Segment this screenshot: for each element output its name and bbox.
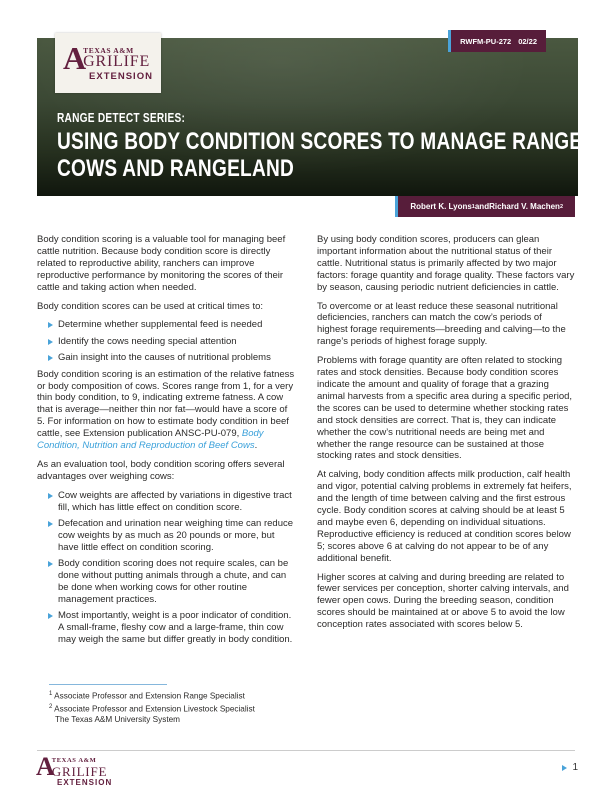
paragraph: Body condition scoring is a valuable tool for managing beef cattle nutrition. Because body condition score is directly related to reproductive ability, ranchers can improve reproductive performance by monitoring the scores of their cattle and taking action when needed. bbox=[37, 234, 286, 293]
publication-code: RWFM-PU-272 bbox=[460, 36, 512, 46]
agrilife-logo bbox=[63, 39, 153, 82]
bullet-item bbox=[37, 610, 295, 646]
title-line-1: USING BODY CONDITION SCORES TO MANAGE RANGE bbox=[57, 128, 583, 155]
bullet-arrow-icon bbox=[48, 521, 53, 527]
extension-text: EXTENSION bbox=[57, 777, 113, 787]
footnote-marker: 1 bbox=[49, 691, 53, 697]
bullet-arrow-icon bbox=[48, 493, 53, 499]
bullet-text: Body condition scoring does not require scales, can be done without putting animals through a chute, and can be done when working cows for other routine management practices. bbox=[58, 558, 289, 606]
page-title bbox=[57, 128, 612, 182]
paragraph: By using body condition scores, producers can glean important information about the nutritional status of their cattle. Nutritional status is primarily affected by two major factors: forage quantity and forage quality. These factors vary by season, causing periodic nutrient deficiencies in cattle. bbox=[317, 234, 575, 293]
bullet-item bbox=[37, 518, 295, 554]
header-banner bbox=[37, 36, 583, 196]
footnote-text: Associate Professor and Extension Range Specialist bbox=[54, 691, 245, 701]
bullet-item bbox=[37, 558, 295, 606]
bullet-item bbox=[37, 490, 295, 514]
paragraph: To overcome or at least reduce these seasonal nutritional deficiencies, ranchers can match the cow’s periods of highest forage requirements—breeding and calving—to the range’s periods of highest forage supply. bbox=[317, 300, 566, 348]
title-line-2: COWS AND RANGELAND bbox=[57, 155, 295, 182]
author-1-name: Robert K. Lyons bbox=[410, 202, 472, 211]
footer-logo bbox=[36, 752, 113, 787]
agrilife-text: GRILIFE bbox=[51, 763, 108, 779]
paragraph: Problems with forage quantity are often related to stocking rates and stock densities. Because body condition scores indicate the amount and quality of forage that a grazing animal harvests from a specific area during a specific period, the scores can be used to determine whether stocking rates and stock densities are correct. That is, they can indicate whether the cow’s nutritional needs are being met and whether the range resource can be sustained at those stocking rates and stock densities. bbox=[317, 355, 573, 462]
bullet-arrow-icon bbox=[48, 339, 53, 345]
texas-am-text: TEXAS A&M bbox=[51, 757, 97, 764]
footnote-item bbox=[49, 702, 255, 715]
affiliation-text: The Texas A&M University System bbox=[55, 715, 180, 725]
publication-link[interactable]: Body Condition, Nutrition and Reproduction of Beef Cows bbox=[37, 428, 264, 452]
bullet-text: Identify the cows needing special attention bbox=[58, 335, 237, 347]
footnote-rule bbox=[49, 684, 167, 685]
bullet-list bbox=[37, 319, 295, 364]
content-columns bbox=[37, 234, 575, 651]
bullet-text: Gain insight into the causes of nutritional problems bbox=[58, 352, 271, 364]
page-number-text: 1 bbox=[572, 762, 578, 773]
footnote-marker: 2 bbox=[49, 703, 53, 710]
bullet-text: Most importantly, weight is a poor indicator of condition. A small-frame, fleshy cow and a large-frame, thin cow may weigh the same but differ greatly in body condition. bbox=[58, 610, 293, 646]
footnotes-section bbox=[49, 684, 255, 725]
big-a-letter: A bbox=[63, 39, 87, 76]
bullet-item bbox=[37, 336, 295, 348]
bullet-text: Determine whether supplemental feed is needed bbox=[58, 319, 263, 331]
paragraph: Body condition scores can be used at critical times to: bbox=[37, 300, 264, 312]
author-2-name: Richard V. Machen bbox=[489, 202, 560, 211]
bullet-arrow-icon bbox=[48, 322, 53, 328]
bullet-arrow-icon bbox=[48, 613, 53, 619]
footer-rule bbox=[37, 750, 575, 751]
extension-text: EXTENSION bbox=[89, 70, 153, 82]
authors-connector: and bbox=[474, 202, 490, 211]
bullet-item bbox=[37, 319, 295, 331]
left-column bbox=[37, 234, 295, 651]
authors-badge: Robert K. Lyons 1 and Richard V. Machen 2 bbox=[395, 196, 575, 217]
page-number-arrow-icon bbox=[562, 765, 567, 771]
bullet-text: Cow weights are affected by variations in digestive tract fill, which has little effect on condition score. bbox=[58, 489, 292, 513]
bullet-item bbox=[37, 352, 295, 364]
agrilife-logo-box bbox=[55, 33, 161, 93]
paragraph: As an evaluation tool, body condition scoring offers several advantages over weighing cows: bbox=[37, 459, 285, 482]
paragraph: Higher scores at calving and during breeding are related to fewer services per conception, shorter calving intervals, and fewer open cows. During the breeding season, condition scores should be maintained at or above 5 to avoid the low conception rates associated with scores below 5. bbox=[317, 571, 569, 631]
bullet-text: Defecation and urination near weighing time can reduce cow weights by as much as 20 pounds or more, but have little effect on condition scoring. bbox=[58, 518, 294, 553]
agrilife-text: GRILIFE bbox=[83, 53, 151, 71]
bullet-arrow-icon bbox=[48, 355, 53, 361]
right-column bbox=[317, 234, 575, 651]
texas-am-text: TEXAS A&M bbox=[83, 45, 134, 55]
page-number bbox=[562, 762, 578, 773]
publication-code-badge bbox=[448, 30, 546, 52]
bullet-list bbox=[37, 490, 295, 646]
publication-date: 02/22 bbox=[518, 36, 537, 46]
footnote-item bbox=[49, 689, 255, 702]
paragraph: Body condition scoring is an estimation of the relative fatness or body composition of cows. Scores range from 1, for a very thin body condition, to 9, indicating extreme fatness. A cow that is average—neither thin nor fat—would have a score of 5. For information on how to estimate body condition in beef cattle, see Extension publication ANSC-PU-079, Body Condition, Nutrition and Reproduction of Beef Cows. bbox=[37, 368, 295, 452]
series-title: RANGE DETECT SERIES: bbox=[57, 110, 186, 125]
footnote-text: Associate Professor and Extension Livestock Specialist bbox=[54, 704, 255, 714]
bullet-arrow-icon bbox=[48, 561, 53, 567]
big-a-letter: A bbox=[36, 752, 55, 781]
paragraph: At calving, body condition affects milk production, calf health and vigor, potential calving problems in extremely fat heifers, and the length of time between calving and the first estrous cycle. Body condition scores at calving should be at least 5 and maybe even 6, depending on individual situations. Reproductive efficiency is reduced at condition scores below 5; scores above 6 at calving do not appear to be of any additional benefit. bbox=[317, 469, 572, 564]
